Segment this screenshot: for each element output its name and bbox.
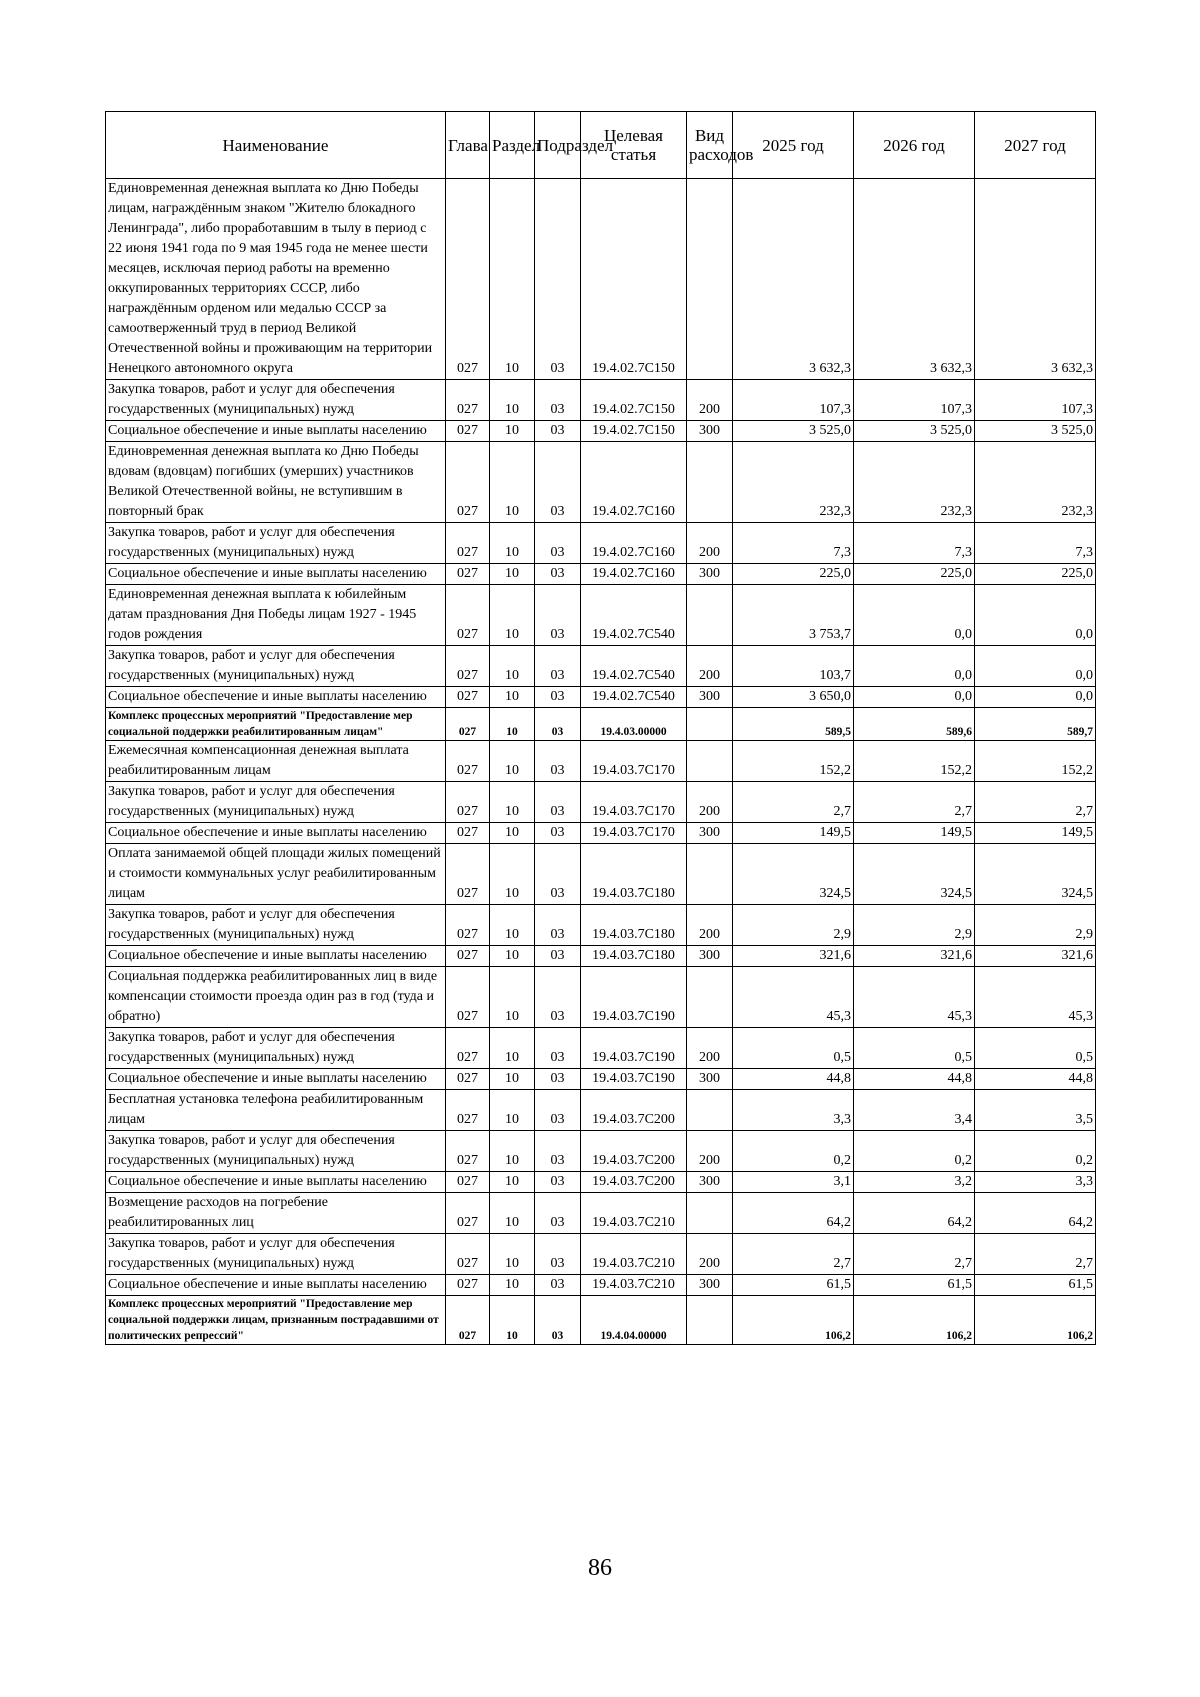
cell-vid: 300 xyxy=(687,1069,733,1090)
cell-target: 19.4.03.7С180 xyxy=(581,844,687,905)
cell-target: 19.4.03.7С170 xyxy=(581,823,687,844)
cell-name: Закупка товаров, работ и услуг для обеспечения государственных (муниципальных) нужд xyxy=(106,523,446,564)
cell-target: 19.4.03.7С200 xyxy=(581,1131,687,1172)
cell-vid: 200 xyxy=(687,523,733,564)
cell-podrazdel: 03 xyxy=(535,782,581,823)
cell-name: Закупка товаров, работ и услуг для обеспечения государственных (муниципальных) нужд xyxy=(106,905,446,946)
cell-razdel: 10 xyxy=(490,646,535,687)
cell-glava: 027 xyxy=(446,1028,490,1069)
cell-razdel: 10 xyxy=(490,1275,535,1296)
cell-razdel: 10 xyxy=(490,179,535,380)
cell-podrazdel: 03 xyxy=(535,844,581,905)
header-vid: Вид расходов xyxy=(687,112,733,179)
cell-2027: 152,2 xyxy=(975,741,1096,782)
cell-2025: 225,0 xyxy=(733,564,854,585)
cell-2027: 149,5 xyxy=(975,823,1096,844)
cell-2026: 321,6 xyxy=(854,946,975,967)
cell-glava: 027 xyxy=(446,1090,490,1131)
cell-2027: 44,8 xyxy=(975,1069,1096,1090)
cell-2025: 106,2 xyxy=(733,1296,854,1345)
cell-podrazdel: 03 xyxy=(535,1090,581,1131)
cell-podrazdel: 03 xyxy=(535,646,581,687)
cell-target: 19.4.02.7С150 xyxy=(581,179,687,380)
cell-2027: 0,2 xyxy=(975,1131,1096,1172)
cell-2027: 232,3 xyxy=(975,442,1096,523)
cell-2026: 0,0 xyxy=(854,646,975,687)
cell-name: Социальное обеспечение и иные выплаты населению xyxy=(106,946,446,967)
table-row xyxy=(106,687,1096,708)
cell-razdel: 10 xyxy=(490,380,535,421)
cell-vid: 300 xyxy=(687,421,733,442)
cell-razdel: 10 xyxy=(490,708,535,741)
cell-glava: 027 xyxy=(446,646,490,687)
cell-vid: 300 xyxy=(687,823,733,844)
cell-2027: 0,0 xyxy=(975,687,1096,708)
cell-2027: 107,3 xyxy=(975,380,1096,421)
cell-name: Социальное обеспечение и иные выплаты населению xyxy=(106,823,446,844)
cell-razdel: 10 xyxy=(490,1090,535,1131)
cell-target: 19.4.02.7С540 xyxy=(581,585,687,646)
cell-2025: 2,7 xyxy=(733,782,854,823)
cell-razdel: 10 xyxy=(490,585,535,646)
cell-target: 19.4.03.7С210 xyxy=(581,1234,687,1275)
cell-target: 19.4.02.7С540 xyxy=(581,687,687,708)
table-row xyxy=(106,1296,1096,1345)
header-2027: 2027 год xyxy=(975,112,1096,179)
cell-2025: 3,1 xyxy=(733,1172,854,1193)
cell-razdel: 10 xyxy=(490,421,535,442)
cell-2025: 44,8 xyxy=(733,1069,854,1090)
table-row xyxy=(106,1275,1096,1296)
cell-razdel: 10 xyxy=(490,1234,535,1275)
cell-vid: 200 xyxy=(687,380,733,421)
cell-glava: 027 xyxy=(446,1172,490,1193)
cell-podrazdel: 03 xyxy=(535,442,581,523)
cell-2025: 7,3 xyxy=(733,523,854,564)
table-row xyxy=(106,1193,1096,1234)
cell-2027: 45,3 xyxy=(975,967,1096,1028)
cell-2026: 3,4 xyxy=(854,1090,975,1131)
cell-name: Социальное обеспечение и иные выплаты населению xyxy=(106,1172,446,1193)
cell-glava: 027 xyxy=(446,741,490,782)
cell-razdel: 10 xyxy=(490,1172,535,1193)
cell-2025: 0,5 xyxy=(733,1028,854,1069)
cell-vid: 200 xyxy=(687,646,733,687)
cell-2025: 45,3 xyxy=(733,967,854,1028)
cell-glava: 027 xyxy=(446,1193,490,1234)
cell-target: 19.4.02.7С150 xyxy=(581,421,687,442)
cell-2027: 3,5 xyxy=(975,1090,1096,1131)
cell-target: 19.4.03.7С190 xyxy=(581,1028,687,1069)
cell-name: Социальное обеспечение и иные выплаты населению xyxy=(106,564,446,585)
cell-podrazdel: 03 xyxy=(535,1028,581,1069)
cell-2026: 61,5 xyxy=(854,1275,975,1296)
cell-2026: 107,3 xyxy=(854,380,975,421)
cell-vid xyxy=(687,1090,733,1131)
cell-name: Закупка товаров, работ и услуг для обеспечения государственных (муниципальных) нужд xyxy=(106,782,446,823)
cell-2025: 103,7 xyxy=(733,646,854,687)
header-glava: Глава xyxy=(446,112,490,179)
cell-vid xyxy=(687,1296,733,1345)
table-row xyxy=(106,1028,1096,1069)
cell-glava: 027 xyxy=(446,179,490,380)
cell-2027: 3 525,0 xyxy=(975,421,1096,442)
cell-vid: 300 xyxy=(687,564,733,585)
cell-2025: 152,2 xyxy=(733,741,854,782)
cell-2027: 589,7 xyxy=(975,708,1096,741)
cell-2027: 7,3 xyxy=(975,523,1096,564)
cell-2025: 321,6 xyxy=(733,946,854,967)
cell-vid: 200 xyxy=(687,782,733,823)
cell-2026: 0,5 xyxy=(854,1028,975,1069)
table-row xyxy=(106,946,1096,967)
cell-glava: 027 xyxy=(446,564,490,585)
cell-podrazdel: 03 xyxy=(535,1296,581,1345)
cell-2027: 0,0 xyxy=(975,646,1096,687)
cell-2026: 0,0 xyxy=(854,585,975,646)
table-row xyxy=(106,523,1096,564)
cell-name: Возмещение расходов на погребение реабилитированных лиц xyxy=(106,1193,446,1234)
cell-2026: 3 525,0 xyxy=(854,421,975,442)
cell-2026: 7,3 xyxy=(854,523,975,564)
header-2026: 2026 год xyxy=(854,112,975,179)
cell-glava: 027 xyxy=(446,905,490,946)
cell-glava: 027 xyxy=(446,1131,490,1172)
cell-2026: 225,0 xyxy=(854,564,975,585)
cell-target: 19.4.02.7С160 xyxy=(581,442,687,523)
cell-2026: 232,3 xyxy=(854,442,975,523)
cell-target: 19.4.03.7С210 xyxy=(581,1193,687,1234)
cell-razdel: 10 xyxy=(490,1193,535,1234)
cell-target: 19.4.03.00000 xyxy=(581,708,687,741)
header-row xyxy=(106,112,1096,179)
header-razdel: Раздел xyxy=(490,112,535,179)
cell-2027: 0,0 xyxy=(975,585,1096,646)
cell-2027: 3 632,3 xyxy=(975,179,1096,380)
cell-podrazdel: 03 xyxy=(535,421,581,442)
cell-name: Закупка товаров, работ и услуг для обеспечения государственных (муниципальных) нужд xyxy=(106,646,446,687)
cell-2026: 64,2 xyxy=(854,1193,975,1234)
table-row xyxy=(106,967,1096,1028)
cell-razdel: 10 xyxy=(490,687,535,708)
cell-target: 19.4.02.7С160 xyxy=(581,523,687,564)
cell-podrazdel: 03 xyxy=(535,1172,581,1193)
cell-2025: 232,3 xyxy=(733,442,854,523)
cell-2027: 321,6 xyxy=(975,946,1096,967)
cell-name: Закупка товаров, работ и услуг для обеспечения государственных (муниципальных) нужд xyxy=(106,380,446,421)
cell-2025: 2,9 xyxy=(733,905,854,946)
cell-podrazdel: 03 xyxy=(535,708,581,741)
cell-2027: 2,7 xyxy=(975,782,1096,823)
table-row xyxy=(106,1090,1096,1131)
cell-razdel: 10 xyxy=(490,442,535,523)
table-row xyxy=(106,823,1096,844)
table-row xyxy=(106,564,1096,585)
header-podrazdel: Подраздел xyxy=(535,112,581,179)
cell-vid xyxy=(687,844,733,905)
cell-glava: 027 xyxy=(446,1296,490,1345)
cell-glava: 027 xyxy=(446,708,490,741)
cell-vid: 200 xyxy=(687,1028,733,1069)
cell-target: 19.4.03.7С210 xyxy=(581,1275,687,1296)
cell-podrazdel: 03 xyxy=(535,1131,581,1172)
cell-target: 19.4.03.7С190 xyxy=(581,967,687,1028)
table-row xyxy=(106,905,1096,946)
cell-vid xyxy=(687,179,733,380)
cell-target: 19.4.03.7С200 xyxy=(581,1090,687,1131)
cell-vid: 200 xyxy=(687,1131,733,1172)
cell-name: Комплекс процессных мероприятий "Предоставление мер социальной поддержки реабилитированным лицам" xyxy=(106,708,446,741)
cell-2027: 225,0 xyxy=(975,564,1096,585)
cell-podrazdel: 03 xyxy=(535,946,581,967)
cell-2026: 324,5 xyxy=(854,844,975,905)
cell-glava: 027 xyxy=(446,585,490,646)
budget-table xyxy=(105,111,1096,1345)
cell-2026: 3,2 xyxy=(854,1172,975,1193)
cell-podrazdel: 03 xyxy=(535,1193,581,1234)
cell-target: 19.4.02.7С540 xyxy=(581,646,687,687)
cell-podrazdel: 03 xyxy=(535,380,581,421)
cell-2027: 324,5 xyxy=(975,844,1096,905)
cell-name: Комплекс процессных мероприятий "Предоставление мер социальной поддержки лицам, признанным пострадавшими от политических репрессий" xyxy=(106,1296,446,1345)
cell-podrazdel: 03 xyxy=(535,905,581,946)
table-row xyxy=(106,1069,1096,1090)
cell-razdel: 10 xyxy=(490,905,535,946)
table-row xyxy=(106,844,1096,905)
cell-vid xyxy=(687,442,733,523)
cell-name: Оплата занимаемой общей площади жилых помещений и стоимости коммунальных услуг реабилитированным лицам xyxy=(106,844,446,905)
cell-glava: 027 xyxy=(446,967,490,1028)
cell-2025: 3,3 xyxy=(733,1090,854,1131)
cell-razdel: 10 xyxy=(490,564,535,585)
cell-2025: 324,5 xyxy=(733,844,854,905)
cell-target: 19.4.03.7С200 xyxy=(581,1172,687,1193)
table-row xyxy=(106,708,1096,741)
cell-podrazdel: 03 xyxy=(535,1275,581,1296)
cell-name: Закупка товаров, работ и услуг для обеспечения государственных (муниципальных) нужд xyxy=(106,1234,446,1275)
header-name: Наименование xyxy=(106,112,446,179)
cell-glava: 027 xyxy=(446,1234,490,1275)
table-row xyxy=(106,1131,1096,1172)
cell-podrazdel: 03 xyxy=(535,687,581,708)
cell-2025: 3 753,7 xyxy=(733,585,854,646)
table-row xyxy=(106,179,1096,380)
cell-2025: 3 525,0 xyxy=(733,421,854,442)
cell-2026: 45,3 xyxy=(854,967,975,1028)
cell-razdel: 10 xyxy=(490,1028,535,1069)
cell-vid: 200 xyxy=(687,1234,733,1275)
cell-2025: 64,2 xyxy=(733,1193,854,1234)
cell-razdel: 10 xyxy=(490,782,535,823)
cell-2026: 3 632,3 xyxy=(854,179,975,380)
cell-podrazdel: 03 xyxy=(535,179,581,380)
cell-name: Единовременная денежная выплата к юбилейным датам празднования Дня Победы лицам 1927 - 1945 годов рождения xyxy=(106,585,446,646)
cell-razdel: 10 xyxy=(490,946,535,967)
cell-razdel: 10 xyxy=(490,967,535,1028)
cell-name: Социальное обеспечение и иные выплаты населению xyxy=(106,1069,446,1090)
table-row xyxy=(106,741,1096,782)
cell-podrazdel: 03 xyxy=(535,1234,581,1275)
cell-target: 19.4.03.7С170 xyxy=(581,782,687,823)
cell-2025: 3 650,0 xyxy=(733,687,854,708)
cell-name: Единовременная денежная выплата ко Дню Победы лицам, награждённым знаком "Жителю блокадного Ленинграда", либо проработавшим в тылу в период с 22 июня 1941 года по 9 мая 1945 года не менее шести месяцев, исключая период работы на временно оккупированных территориях СССР, либо награждённым орденом или медалью СССР за самоотверженный труд в период Великой Отечественной войны и проживающим на территории Ненецкого автономного округа xyxy=(106,179,446,380)
cell-glava: 027 xyxy=(446,946,490,967)
table-row xyxy=(106,442,1096,523)
cell-target: 19.4.02.7С160 xyxy=(581,564,687,585)
cell-2026: 149,5 xyxy=(854,823,975,844)
cell-2026: 106,2 xyxy=(854,1296,975,1345)
cell-name: Закупка товаров, работ и услуг для обеспечения государственных (муниципальных) нужд xyxy=(106,1028,446,1069)
cell-name: Единовременная денежная выплата ко Дню Победы вдовам (вдовцам) погибших (умерших) участников Великой Отечественной войны, не вступившим в повторный брак xyxy=(106,442,446,523)
cell-target: 19.4.02.7С150 xyxy=(581,380,687,421)
cell-2027: 3,3 xyxy=(975,1172,1096,1193)
cell-podrazdel: 03 xyxy=(535,741,581,782)
cell-podrazdel: 03 xyxy=(535,523,581,564)
cell-razdel: 10 xyxy=(490,844,535,905)
cell-vid xyxy=(687,1193,733,1234)
cell-2025: 149,5 xyxy=(733,823,854,844)
cell-target: 19.4.04.00000 xyxy=(581,1296,687,1345)
table-row xyxy=(106,585,1096,646)
cell-2027: 64,2 xyxy=(975,1193,1096,1234)
cell-2026: 44,8 xyxy=(854,1069,975,1090)
table-body xyxy=(106,179,1096,1345)
cell-2026: 2,7 xyxy=(854,1234,975,1275)
cell-name: Социальное обеспечение и иные выплаты населению xyxy=(106,421,446,442)
cell-vid: 300 xyxy=(687,1275,733,1296)
cell-vid xyxy=(687,585,733,646)
cell-glava: 027 xyxy=(446,823,490,844)
cell-glava: 027 xyxy=(446,844,490,905)
cell-razdel: 10 xyxy=(490,1131,535,1172)
table-row xyxy=(106,1172,1096,1193)
cell-2025: 2,7 xyxy=(733,1234,854,1275)
header-target: Целевая статья xyxy=(581,112,687,179)
cell-2025: 107,3 xyxy=(733,380,854,421)
cell-podrazdel: 03 xyxy=(535,823,581,844)
cell-glava: 027 xyxy=(446,687,490,708)
cell-2025: 3 632,3 xyxy=(733,179,854,380)
cell-2026: 589,6 xyxy=(854,708,975,741)
cell-2026: 152,2 xyxy=(854,741,975,782)
cell-2026: 0,0 xyxy=(854,687,975,708)
cell-name: Социальная поддержка реабилитированных лиц в виде компенсации стоимости проезда один раз в год (туда и обратно) xyxy=(106,967,446,1028)
table-row xyxy=(106,646,1096,687)
cell-podrazdel: 03 xyxy=(535,1069,581,1090)
cell-razdel: 10 xyxy=(490,523,535,564)
cell-glava: 027 xyxy=(446,442,490,523)
header-2025: 2025 год xyxy=(733,112,854,179)
cell-2027: 106,2 xyxy=(975,1296,1096,1345)
page-number: 86 xyxy=(588,1555,612,1581)
cell-2026: 0,2 xyxy=(854,1131,975,1172)
cell-2027: 0,5 xyxy=(975,1028,1096,1069)
cell-target: 19.4.03.7С170 xyxy=(581,741,687,782)
cell-podrazdel: 03 xyxy=(535,967,581,1028)
table-row xyxy=(106,1234,1096,1275)
cell-name: Социальное обеспечение и иные выплаты населению xyxy=(106,687,446,708)
cell-razdel: 10 xyxy=(490,1069,535,1090)
cell-2025: 589,5 xyxy=(733,708,854,741)
cell-2026: 2,9 xyxy=(854,905,975,946)
cell-glava: 027 xyxy=(446,421,490,442)
cell-name: Закупка товаров, работ и услуг для обеспечения государственных (муниципальных) нужд xyxy=(106,1131,446,1172)
cell-2025: 0,2 xyxy=(733,1131,854,1172)
cell-name: Бесплатная установка телефона реабилитированным лицам xyxy=(106,1090,446,1131)
cell-vid xyxy=(687,741,733,782)
cell-target: 19.4.03.7С180 xyxy=(581,905,687,946)
cell-vid xyxy=(687,708,733,741)
cell-2027: 61,5 xyxy=(975,1275,1096,1296)
cell-podrazdel: 03 xyxy=(535,564,581,585)
cell-razdel: 10 xyxy=(490,823,535,844)
cell-vid: 300 xyxy=(687,687,733,708)
cell-name: Ежемесячная компенсационная денежная выплата реабилитированным лицам xyxy=(106,741,446,782)
cell-glava: 027 xyxy=(446,380,490,421)
cell-vid: 300 xyxy=(687,1172,733,1193)
cell-vid: 300 xyxy=(687,946,733,967)
table-row xyxy=(106,380,1096,421)
cell-2025: 61,5 xyxy=(733,1275,854,1296)
cell-2026: 2,7 xyxy=(854,782,975,823)
table-row xyxy=(106,782,1096,823)
cell-glava: 027 xyxy=(446,782,490,823)
cell-razdel: 10 xyxy=(490,1296,535,1345)
cell-razdel: 10 xyxy=(490,741,535,782)
table-row xyxy=(106,421,1096,442)
cell-podrazdel: 03 xyxy=(535,585,581,646)
cell-glava: 027 xyxy=(446,523,490,564)
cell-target: 19.4.03.7С190 xyxy=(581,1069,687,1090)
cell-vid: 200 xyxy=(687,905,733,946)
cell-glava: 027 xyxy=(446,1069,490,1090)
cell-vid xyxy=(687,967,733,1028)
cell-name: Социальное обеспечение и иные выплаты населению xyxy=(106,1275,446,1296)
cell-2027: 2,7 xyxy=(975,1234,1096,1275)
cell-target: 19.4.03.7С180 xyxy=(581,946,687,967)
cell-2027: 2,9 xyxy=(975,905,1096,946)
cell-glava: 027 xyxy=(446,1275,490,1296)
